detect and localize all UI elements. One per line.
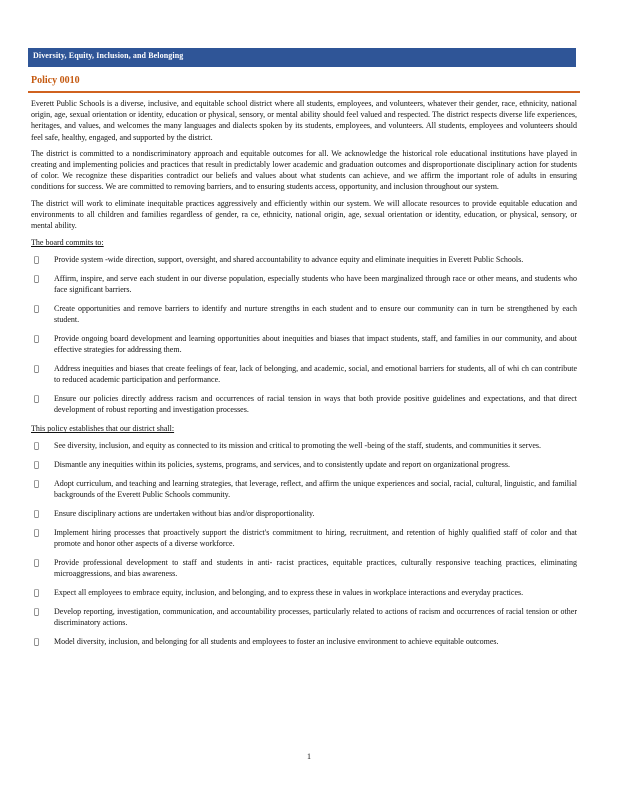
bullet-icon	[34, 606, 39, 617]
list-item	[31, 508, 577, 519]
board-commits-heading: The board commits to:	[31, 238, 104, 248]
list-item-text: Dismantle any inequities within its policies, systems, programs, and services, and to consistently update and report on organizational progress.	[54, 460, 510, 470]
list-item-text: See diversity, inclusion, and equity as connected to its mission and critical to promoting the well -being of the staff, students, and communities it serves.	[54, 441, 542, 451]
list-item-text: Provide professional development to staff and students in anti- racist practices, equitable practices, culturally responsive teaching practices, eliminating microaggressions, and bias awareness.	[54, 557, 577, 579]
list-item	[31, 254, 577, 265]
district-shall-heading: This policy establishes that our district shall:	[31, 424, 175, 434]
page-number: 1	[307, 752, 311, 761]
policy-divider	[28, 91, 580, 93]
list-item	[31, 587, 577, 598]
board-commitments-list	[31, 254, 577, 415]
bullet-icon	[34, 303, 39, 314]
list-item	[31, 557, 577, 579]
list-item	[31, 273, 577, 295]
bullet-icon	[34, 363, 39, 374]
commitment-paragraph: The district is committed to a nondiscriminatory approach and equitable outcomes for all. We acknowledge the historical role educational institutions have played in creating and implementing policies and practices that result in predictably lower academic and graduation outcomes and disproportionate disciplinary action for students of color. We recognize these disparities contradict our beliefs and values about what students can achieve, and we affirm the important role of adults in ensuring conditions for success. We are committed to removing barriers, and to ensuring students access, opportunity, and inclusion throughout our system.	[31, 148, 577, 192]
bullet-icon	[34, 333, 39, 344]
list-item	[31, 333, 577, 355]
district-obligations-list	[31, 440, 577, 646]
list-item-text: Model diversity, inclusion, and belonging for all students and employees to foster an inclusive environment to achieve equitable outcomes.	[54, 636, 499, 646]
list-item-text: Expect all employees to embrace equity, inclusion, and belonging, and to express these in values in workplace interactions and everyday practices.	[54, 587, 524, 597]
list-item-text: Implement hiring processes that proactively support the district's commitment to hiring, recruitment, and retention of highly qualified staff of color and that promote and honor other aspects of a diverse workforce.	[54, 527, 577, 549]
bullet-icon	[34, 459, 39, 470]
bullet-icon	[34, 478, 39, 489]
policy-number: Policy 0010	[31, 75, 80, 86]
list-item	[31, 459, 577, 470]
bullet-icon	[34, 557, 39, 568]
list-item-text: Ensure our policies directly address racism and occurrences of racial tension in ways that both provide positive guidelines and expectations, and that direct development of robust reporting and investigation processes.	[54, 394, 577, 415]
list-item	[31, 393, 577, 415]
list-item-text: Ensure disciplinary actions are undertaken without bias and/or disproportionality.	[54, 509, 315, 519]
list-item-text: Affirm, inspire, and serve each student in our diverse population, especially students who have been marginalized through race or other means, and students who face significant barriers.	[54, 274, 577, 295]
list-item-text: Adopt curriculum, and teaching and learning strategies, that leverage, reflect, and affirm the unique experiences and social, racial, cultural, linguistic, and familial backgrounds of the Everett Public Schools community.	[54, 479, 577, 500]
header-bar	[28, 48, 576, 67]
list-item-text: Provide ongoing board development and learning opportunities about inequities and biases that impact students, staff, and families in our community, and about effective strategies for addressing them.	[54, 334, 577, 355]
bullet-icon	[34, 636, 39, 647]
action-paragraph: The district will work to eliminate inequitable practices aggressively and efficiently within our system. We will allocate resources to provide equitable education and environments to all children and families regardless of gender, ra ce, ethnicity, national origin, age, sexual orientation or identity, education, or physical, sensory, or mental ability.	[31, 198, 577, 231]
list-item	[31, 606, 577, 628]
list-item-text: Develop reporting, investigation, communication, and accountability processes, particularly related to actions of racism and occurrences of racial tension or other discriminatory actions.	[54, 606, 577, 627]
bullet-icon	[34, 440, 39, 451]
list-item	[31, 303, 577, 325]
list-item	[31, 363, 577, 385]
bullet-icon	[34, 527, 39, 538]
intro-paragraph: Everett Public Schools is a diverse, inclusive, and equitable school district where all students, employees, and volunteers, whatever their gender, race, ethnicity, national origin, age, sexual orientation or identity, education or physical, sensory, or mental ability should feel valued and respected. The district respects diverse life experiences, heritages, and values, and welcomes the many languages and dialects spoken by its students, employees, and volunteers. All students, employees and volunteers should feel safe, healthy, engaged, and supported by the district.	[31, 99, 577, 142]
list-item-text: Address inequities and biases that create feelings of fear, lack of belonging, and academic, social, and emotional barriers for students, all of whi ch can contribute to reduced academic participation and performance.	[54, 364, 577, 385]
list-item	[31, 478, 577, 500]
bullet-icon	[34, 508, 39, 519]
list-item	[31, 527, 577, 549]
bullet-icon	[34, 393, 39, 404]
document-title: Diversity, Equity, Inclusion, and Belonging	[33, 51, 184, 60]
list-item	[31, 636, 577, 647]
policy-body	[31, 98, 577, 654]
list-item-text: Provide system -wide direction, support, oversight, and shared accountability to advance equity and eliminate inequities in Everett Public Schools.	[54, 255, 524, 265]
bullet-icon	[34, 254, 39, 265]
bullet-icon	[34, 273, 39, 284]
bullet-icon	[34, 587, 39, 598]
list-item	[31, 440, 577, 451]
list-item-text: Create opportunities and remove barriers to identify and nurture strengths in each student and to ensure our community can in turn be strengthened by each student.	[54, 304, 577, 325]
